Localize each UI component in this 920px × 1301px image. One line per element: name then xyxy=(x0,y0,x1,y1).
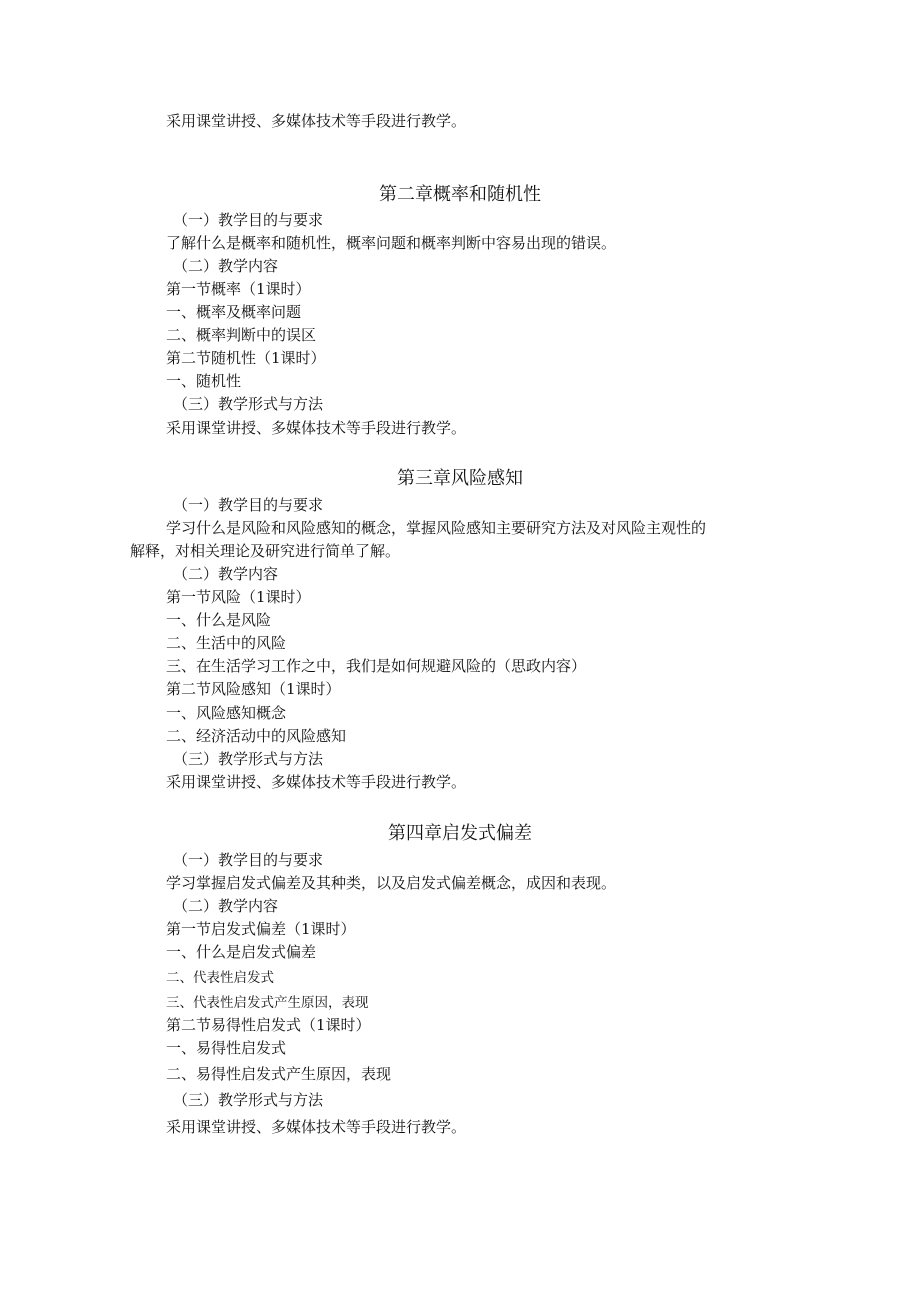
section-heading: 第一节启发式偏差（1课时） xyxy=(166,920,356,938)
list-item: 二、易得性启发式产生原因，表现 xyxy=(166,1065,392,1083)
section-heading: 第二节随机性（1课时） xyxy=(166,349,326,367)
list-item: 一、风险感知概念 xyxy=(166,704,287,722)
method-heading: （三）教学形式与方法 xyxy=(173,1091,324,1109)
goal-heading: （一）教学目的与要求 xyxy=(173,496,324,514)
list-item: 一、什么是风险 xyxy=(166,611,272,629)
method-text: 采用课堂讲授、多媒体技术等手段进行教学。 xyxy=(166,773,467,791)
method-text: 采用课堂讲授、多媒体技术等手段进行教学。 xyxy=(166,112,467,130)
method-text: 采用课堂讲授、多媒体技术等手段进行教学。 xyxy=(166,419,467,437)
goal-text: 学习掌握启发式偏差及其种类，以及启发式偏差概念，成因和表现。 xyxy=(166,874,617,892)
list-item: 二、代表性启发式 xyxy=(166,970,274,986)
section-heading: 第二节易得性启发式（1课时） xyxy=(166,1016,371,1034)
section-heading: 第一节风险（1课时） xyxy=(166,588,311,606)
section-heading: 第二节风险感知（1课时） xyxy=(166,680,341,698)
goal-text-continued: 解释，对相关理论及研究进行简单了解。 xyxy=(130,542,401,560)
goal-heading: （一）教学目的与要求 xyxy=(173,851,324,869)
list-item: 二、生活中的风险 xyxy=(166,634,287,652)
list-item: 三、代表性启发式产生原因，表现 xyxy=(166,995,369,1011)
chapter-3-title: 第三章风险感知 xyxy=(397,468,523,489)
content-heading: （二）教学内容 xyxy=(173,565,279,583)
goal-text: 学习什么是风险和风险感知的概念，掌握风险感知主要研究方法及对风险主观性的 xyxy=(166,519,707,537)
list-item: 一、什么是启发式偏差 xyxy=(166,943,317,961)
list-item: 一、易得性启发式 xyxy=(166,1039,287,1057)
method-text: 采用课堂讲授、多媒体技术等手段进行教学。 xyxy=(166,1118,467,1136)
content-heading: （二）教学内容 xyxy=(173,257,279,275)
section-heading: 第一节概率（1课时） xyxy=(166,280,311,298)
method-heading: （三）教学形式与方法 xyxy=(173,395,324,413)
list-item: 一、概率及概率问题 xyxy=(166,303,302,321)
list-item: 一、随机性 xyxy=(166,372,242,390)
content-heading: （二）教学内容 xyxy=(173,897,279,915)
list-item: 二、经济活动中的风险感知 xyxy=(166,727,347,745)
list-item: 二、概率判断中的误区 xyxy=(166,326,317,344)
list-item: 三、在生活学习工作之中，我们是如何规避风险的（思政内容） xyxy=(166,657,587,675)
chapter-4-title: 第四章启发式偏差 xyxy=(388,823,532,844)
goal-text: 了解什么是概率和随机性，概率问题和概率判断中容易出现的错误。 xyxy=(166,234,617,252)
goal-heading: （一）教学目的与要求 xyxy=(173,211,324,229)
chapter-2-title: 第二章概率和随机性 xyxy=(379,184,541,205)
method-heading: （三）教学形式与方法 xyxy=(173,750,324,768)
